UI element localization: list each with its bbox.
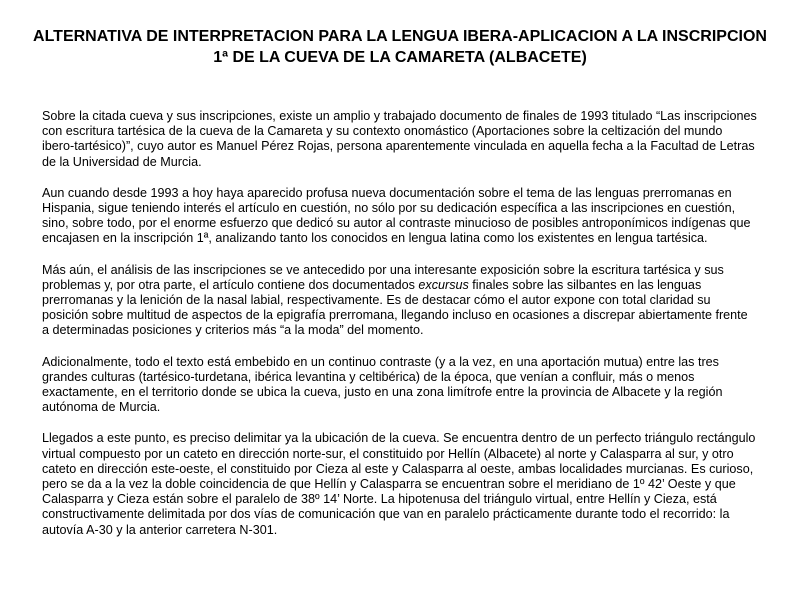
document-title: ALTERNATIVA DE INTERPRETACION PARA LA LENGUA IBERA-APLICACION A LA INSCRIPCION 1ª DE LA CUEVA DE LA CAMARETA (ALBACETE)	[33, 28, 767, 66]
paragraph-2: Aun cuando desde 1993 a hoy haya aparecido profusa nueva documentación sobre el tema de las lenguas prerromanas en Hispania, sigue teniendo interés el artículo en cuestión, no sólo por su dedicación específica a las inscripciones en cuestión, sino, sobre todo, por el enorme esfuerzo que dedicó su autor al contraste minucioso de posibles antroponímicos indígenas que encajasen en la inscripción 1ª, analizando tanto los conocidos en lengua latina como los existentes en lengua tartésica.	[42, 185, 751, 246]
paragraph-5: Llegados a este punto, es preciso delimitar ya la ubicación de la cueva. Se encuentra dentro de un perfecto triángulo rectángulo virtual compuesto por un cateto en dirección norte-sur, el constituido por Hellín (Albacete) al norte y Calasparra al sur, y otro cateto en dirección este-oeste, el constituido por Cieza al este y Calasparra al oeste, ambas localidades murcianas. Es curioso, pero se da a la vez la doble coincidencia de que Hellín y Calasparra se encuentran sobre el meridiano de 1º 42’ Oeste y que Calasparra y Cieza están sobre el paralelo de 38º 14’ Norte. La hipotenusa del triángulo virtual, entre Hellín y Cieza, está constructivamente delimitada por dos vías de comunicación que van en paralelo prácticamente durante todo el recorrido: la autovía A-30 y la anterior carretera N-301.	[42, 431, 756, 537]
paragraph-1: Sobre la citada cueva y sus inscripciones, existe un amplio y trabajado documento de finales de 1993 titulado “Las inscripciones con escritura tartésica de la cueva de la Camareta y su contexto onomástico (Aportaciones sobre la celtización del mundo ibero-tartésico)”, cuyo autor es Manuel Pérez Rojas, persona aparentemente vinculada en aquella fecha a la Facultad de Letras de la Universidad de Murcia.	[42, 109, 757, 169]
paragraph-3-text-after: finales sobre las silbantes en las lenguas prerromanas y la lenición de la nasal labial, respectivamente. Es de destacar cómo el autor expone con total claridad su posición sobre multitud de aspectos de la epigrafía prerromana, llegando incluso en ocasiones a discrepar abiertamente frente a determinadas posiciones y criterios más “a la moda” del momento.	[42, 277, 748, 338]
paragraph-3-text-before: Más aún, el análisis de las inscripciones se ve antecedido por una interesante exposición sobre la escritura tartésica y sus problemas y, por otra parte, el artículo contiene dos documentados	[42, 262, 724, 292]
paragraph-4: Adicionalmente, todo el texto está embebido en un continuo contraste (y a la vez, en una aportación mutua) entre las tres grandes culturas (tartésico-turdetana, ibérica levantina y celtibérica) de la época, que venían a confluir, más o menos exactamente, en el territorio donde se ubica la cueva, justo en una zona limítrofe entre la provincia de Albacete y la región autónoma de Murcia.	[42, 354, 723, 415]
paragraph-3	[42, 263, 758, 339]
document-body	[42, 109, 758, 554]
paragraph-3-emphasis: excursus	[418, 277, 469, 292]
